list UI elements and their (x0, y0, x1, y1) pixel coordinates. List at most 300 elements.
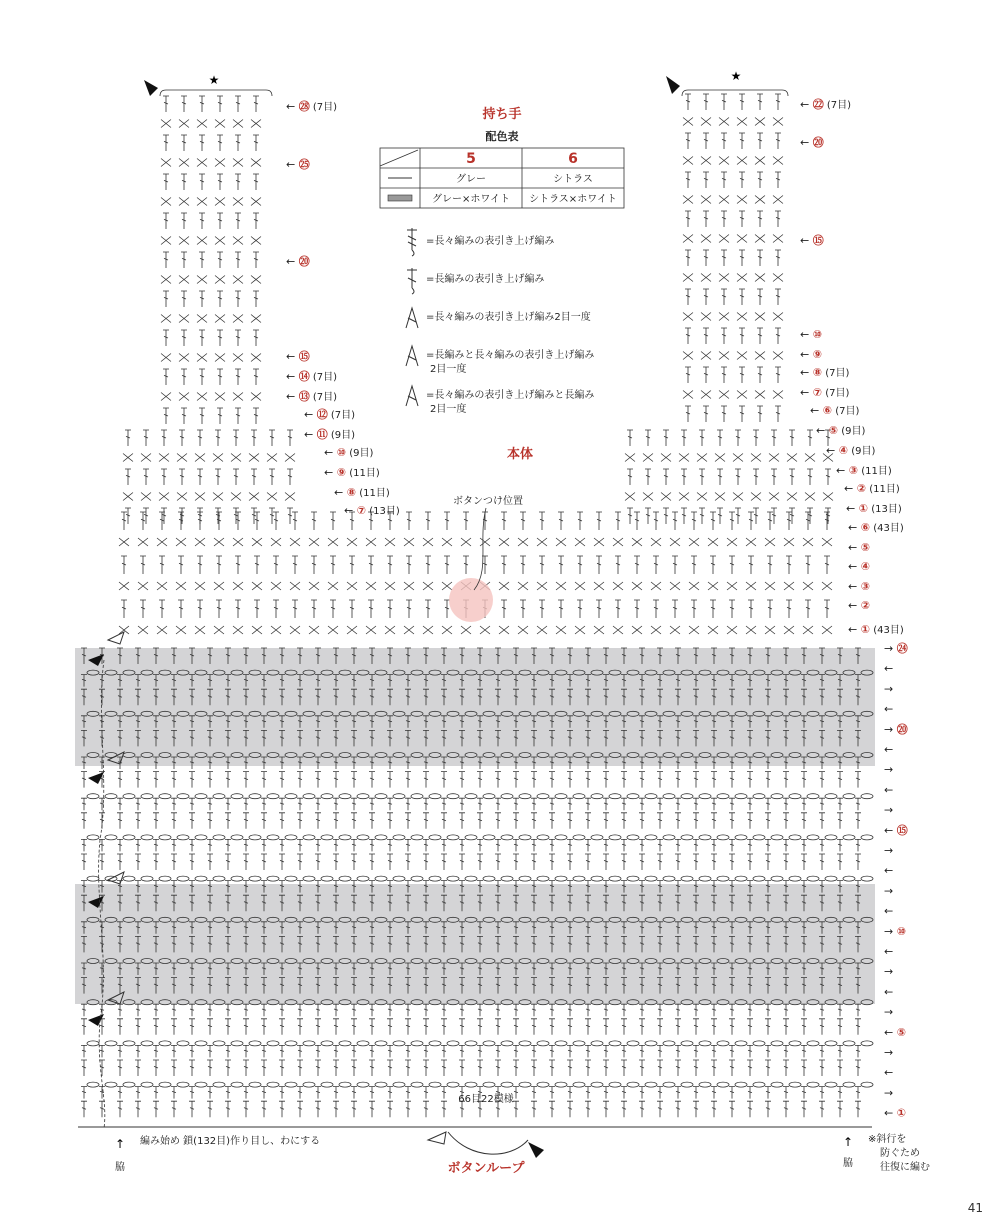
stitch-post (710, 512, 716, 530)
stitch-post (441, 1087, 447, 1099)
stitch-post (189, 1045, 195, 1057)
stitch-post (243, 1087, 249, 1099)
stitch-chain (357, 794, 369, 799)
stitch-post (235, 96, 241, 112)
stitch-post (161, 469, 167, 485)
stitch-post (279, 839, 285, 851)
stitch-post (189, 854, 195, 870)
stitch-post (603, 798, 609, 810)
stitch-post (261, 854, 267, 870)
stitch-post (273, 512, 279, 530)
stitch-post (143, 469, 149, 485)
stitch-post (657, 1045, 663, 1057)
stitch-post (444, 556, 450, 574)
stitch-cross (251, 159, 261, 167)
stitch-post (297, 1087, 303, 1099)
stitch-cross (161, 393, 171, 401)
stitch-post (207, 1004, 213, 1016)
row-label: ← ⑤ (848, 541, 871, 554)
stitch-post (819, 798, 825, 810)
stitch-post (235, 291, 241, 307)
stitch-post (279, 1060, 285, 1076)
stitch-chain (789, 1082, 801, 1087)
stitch-post (685, 406, 691, 422)
stitch-chain (357, 1082, 369, 1087)
stitch-cross (480, 626, 490, 634)
stitch-post (775, 289, 781, 305)
stitch-post (657, 1101, 663, 1117)
stitch-post (235, 213, 241, 229)
stitch-post (181, 252, 187, 268)
stitch-chain (663, 794, 675, 799)
stitch-chain (87, 1041, 99, 1046)
row-arrow: → (884, 884, 894, 898)
stitch-post (369, 1019, 375, 1035)
stitch-post (207, 1087, 213, 1099)
row-label: ← ⑥ (43目) (848, 521, 904, 534)
stitch-post (558, 512, 564, 530)
stitch-chain (267, 835, 279, 840)
body-title: 本体 (506, 447, 534, 462)
stitch-post (739, 289, 745, 305)
stitch-cross (366, 538, 376, 546)
stitch-cross (823, 493, 833, 501)
stitch-post (199, 174, 205, 190)
stitch-post (117, 1004, 123, 1016)
stitch-post (585, 1060, 591, 1076)
stitch-post (685, 172, 691, 188)
legend-text-1: =長々編みの表引き上げ編み (426, 236, 555, 247)
stitch-post (405, 1087, 411, 1099)
stitch-post (217, 330, 223, 346)
stitch-post (775, 133, 781, 149)
stitch-post (179, 469, 185, 485)
stitch-post (297, 1045, 303, 1057)
stitch-cross (719, 157, 729, 165)
stitch-post (753, 430, 759, 446)
stitch-chain (267, 1082, 279, 1087)
right-note-1: ※斜行を (868, 1134, 907, 1145)
stitch-post (315, 1101, 321, 1117)
stitch-post (639, 854, 645, 870)
stitch-post (747, 1087, 753, 1099)
stitch-cross (683, 352, 693, 360)
side-left-arrow: ↑ (114, 1137, 126, 1151)
stitch-post (279, 1004, 285, 1016)
stitch-post (653, 512, 659, 530)
stitch-cross (197, 354, 207, 362)
stitch-chain (429, 1082, 441, 1087)
stitch-post (721, 367, 727, 383)
stitch-cross (179, 198, 189, 206)
stitch-chain (699, 835, 711, 840)
stitch-post (297, 1101, 303, 1117)
stitch-post (539, 512, 545, 530)
stitch-cross (594, 538, 604, 546)
stitch-chain (591, 835, 603, 840)
stitch-post (495, 1019, 501, 1035)
stitch-post (513, 813, 519, 829)
button-position-label: ボタンつけ位置 (453, 496, 523, 507)
stitch-cross (197, 315, 207, 323)
stitch-post (297, 854, 303, 870)
stitch-post (634, 600, 640, 618)
stitch-post (675, 1045, 681, 1057)
stitch-post (477, 1019, 483, 1035)
stitch-post (441, 798, 447, 810)
stitch-post (253, 96, 259, 112)
stitch-post (369, 813, 375, 829)
stitch-post (369, 854, 375, 870)
stitch-cross (701, 352, 711, 360)
stitch-cross (267, 493, 277, 501)
stitch-post (765, 1087, 771, 1099)
stitch-post (477, 854, 483, 870)
stitch-post (615, 512, 621, 530)
stitch-post (729, 556, 735, 574)
row-label: ← ⑮ (884, 823, 908, 837)
stitch-chain (393, 835, 405, 840)
stitch-cross (233, 237, 243, 245)
stitch-chain (321, 876, 333, 881)
stitch-post (405, 839, 411, 851)
stitch-post (819, 854, 825, 870)
stitch-cross (385, 538, 395, 546)
row-label: ← ④ (848, 560, 871, 573)
stitch-cross (215, 198, 225, 206)
row-arrow: → (884, 763, 894, 777)
stitch-post (747, 772, 753, 788)
stitch-post (703, 289, 709, 305)
stitch-post (757, 289, 763, 305)
stitch-post (729, 1004, 735, 1016)
stitch-post (405, 1004, 411, 1016)
stitch-post (855, 772, 861, 788)
row-label: ← ⑭ (7目) (286, 370, 338, 383)
stitch-post (477, 813, 483, 829)
stitch-post (789, 430, 795, 446)
color-band-middle (75, 884, 875, 1004)
stitch-post (513, 1004, 519, 1016)
color-5-plain: グレー (456, 174, 486, 185)
stitch-post (279, 813, 285, 829)
stitch-post (585, 1004, 591, 1016)
stitch-post (747, 854, 753, 870)
stitch-post (757, 211, 763, 227)
row-arrow: ← (884, 783, 894, 797)
stitch-cross (233, 276, 243, 284)
stitch-chain (141, 876, 153, 881)
stitch-post (672, 512, 678, 530)
stitch-post (531, 1060, 537, 1076)
stitch-post (269, 469, 275, 485)
stitch-post (425, 600, 431, 618)
stitch-post (179, 430, 185, 446)
stitch-post (805, 556, 811, 574)
stitch-post (621, 772, 627, 788)
stitch-post (747, 1060, 753, 1076)
stitch-post (315, 798, 321, 810)
stitch-post (369, 772, 375, 788)
stitch-post (627, 430, 633, 446)
stitch-post (351, 1004, 357, 1016)
stitch-post (261, 772, 267, 788)
stitch-cross (233, 626, 243, 634)
stitch-post (351, 854, 357, 870)
stitch-post (837, 772, 843, 788)
stitch-post (805, 600, 811, 618)
stitch-post (233, 430, 239, 446)
stitch-post (627, 508, 633, 524)
stitch-cross (385, 626, 395, 634)
stitch-post (369, 839, 375, 851)
stitch-post (217, 96, 223, 112)
stitch-cross (347, 582, 357, 590)
stitch-post (765, 1060, 771, 1076)
stitch-post (197, 430, 203, 446)
stitch-post (135, 772, 141, 788)
stitch-chain (501, 794, 513, 799)
stitch-post (292, 600, 298, 618)
stitch-post (657, 813, 663, 829)
stitch-cross (708, 582, 718, 590)
stitch-cross (765, 582, 775, 590)
stitch-cross (679, 493, 689, 501)
stitch-cross (385, 582, 395, 590)
dtr-fp-icon (407, 228, 417, 256)
stitch-post (333, 1019, 339, 1035)
stitch-post (513, 1060, 519, 1076)
stitch-post (783, 1087, 789, 1099)
stitch-chain (861, 794, 873, 799)
stitch-cross (784, 538, 794, 546)
stitch-chain (447, 1082, 459, 1087)
stitch-post (783, 772, 789, 788)
stitch-post (703, 328, 709, 344)
row-arrow: → (884, 1046, 894, 1059)
stitch-chain (753, 876, 765, 881)
stitch-post (765, 1101, 771, 1117)
stitch-post (837, 798, 843, 810)
stitch-post (775, 367, 781, 383)
stitch-post (197, 508, 203, 524)
stitch-chain (159, 1041, 171, 1046)
stitch-post (681, 469, 687, 485)
stitch-cross (773, 352, 783, 360)
stitch-cross (715, 493, 725, 501)
stitch-post (748, 512, 754, 530)
stitch-cross (423, 538, 433, 546)
stitch-post (163, 252, 169, 268)
stitch-chain (483, 1041, 495, 1046)
stitch-post (369, 1004, 375, 1016)
stitch-post (739, 133, 745, 149)
stitch-chain (231, 794, 243, 799)
stitch-post (292, 556, 298, 574)
stitch-cross (670, 582, 680, 590)
stitch-cross (773, 313, 783, 321)
stitch-post (729, 1019, 735, 1035)
stitch-chain (447, 794, 459, 799)
stitch-post (444, 512, 450, 530)
stitch-cross (233, 582, 243, 590)
stitch-cross (683, 157, 693, 165)
stitch-cross (138, 626, 148, 634)
stitch-cross (651, 538, 661, 546)
stitch-post (703, 406, 709, 422)
stitch-post (657, 1004, 663, 1016)
row-label: ← ⑮ (286, 350, 310, 363)
stitch-post (819, 1019, 825, 1035)
stitch-chain (393, 794, 405, 799)
stitch-cross (442, 538, 452, 546)
stitch-post (801, 1019, 807, 1035)
stitch-chain (609, 794, 621, 799)
stitch-post (207, 813, 213, 829)
stitch-post (747, 798, 753, 810)
stitch-cross (755, 391, 765, 399)
stitch-post (775, 172, 781, 188)
stitch-cross (159, 493, 169, 501)
stitch-post (675, 1101, 681, 1117)
stitch-post (235, 135, 241, 151)
row-arrow: ← (884, 985, 894, 999)
stitch-post (351, 1101, 357, 1117)
color-6-double: シトラス×ホワイト (529, 194, 617, 205)
right-note-3: 往復に編む (880, 1162, 930, 1173)
page-number: 41 (967, 1201, 983, 1215)
button-position-marker (449, 578, 493, 622)
stitch-chain (609, 1041, 621, 1046)
stitch-chain (141, 794, 153, 799)
stitch-post (459, 1004, 465, 1016)
stitch-chain (519, 794, 531, 799)
stitch-chain (735, 876, 747, 881)
stitch-chain (213, 1082, 225, 1087)
row-arrow: ← (884, 662, 894, 676)
stitch-cross (651, 582, 661, 590)
stitch-post (463, 556, 469, 574)
stitch-post (159, 556, 165, 574)
stitch-cross (727, 582, 737, 590)
row-label: ← ⑩ (9目) (324, 446, 374, 459)
stitch-post (333, 772, 339, 788)
stitch-post (748, 600, 754, 618)
stitch-post (675, 839, 681, 851)
stitch-post (685, 289, 691, 305)
stitch-chain (807, 876, 819, 881)
stitch-post (513, 798, 519, 810)
stitch-chain (393, 876, 405, 881)
legend-text-5b: 2目一度 (430, 404, 467, 415)
stitch-post (567, 772, 573, 788)
stitch-post (825, 508, 831, 524)
stitch-post (225, 798, 231, 810)
row-label: ← ⑧ (11目) (334, 486, 390, 499)
color-table-header-5: 5 (466, 151, 476, 167)
stitch-cross (625, 493, 635, 501)
stitch-post (243, 1060, 249, 1076)
left-handle-bracket (160, 90, 272, 96)
stitch-cross (215, 120, 225, 128)
stitch-chain (681, 794, 693, 799)
stitch-post (235, 330, 241, 346)
stitch-chain (555, 794, 567, 799)
stitch-post (837, 854, 843, 870)
row-label: ← ⑳ (800, 136, 824, 149)
stitch-chain (609, 876, 621, 881)
stitch-post (405, 813, 411, 829)
stitch-post (368, 600, 374, 618)
stitch-post (81, 839, 87, 851)
legend-text-4b: 2目一度 (430, 364, 467, 375)
stitch-post (789, 469, 795, 485)
stitch-post (657, 772, 663, 788)
stitch-post (685, 250, 691, 266)
stitch-post (596, 556, 602, 574)
stitch-post (199, 252, 205, 268)
stitch-cross (347, 626, 357, 634)
stitch-chain (645, 835, 657, 840)
stitch-cross (803, 582, 813, 590)
stitch-post (279, 1101, 285, 1117)
stitch-post (765, 798, 771, 810)
stitch-post (181, 213, 187, 229)
stitch-cross (214, 582, 224, 590)
stitch-cross (683, 235, 693, 243)
stitch-chain (789, 835, 801, 840)
stitch-cross (123, 493, 133, 501)
stitch-post (225, 839, 231, 851)
stitch-post (735, 430, 741, 446)
stitch-post (189, 1101, 195, 1117)
stitch-post (171, 1045, 177, 1057)
stitch-chain (681, 1041, 693, 1046)
stitch-cross (161, 159, 171, 167)
stitch-post (459, 1045, 465, 1057)
stitch-cross (231, 493, 241, 501)
stitch-chain (483, 876, 495, 881)
stitch-post (711, 798, 717, 810)
stitch-post (121, 600, 127, 618)
stitch-post (634, 556, 640, 574)
stitch-post (824, 556, 830, 574)
stitch-cross (499, 626, 509, 634)
row-arrow: → (884, 1086, 894, 1100)
stitch-post (207, 854, 213, 870)
stitch-post (585, 772, 591, 788)
stitch-post (140, 600, 146, 618)
stitch-post (621, 1019, 627, 1035)
stitch-chain (771, 1082, 783, 1087)
stitch-post (315, 772, 321, 788)
stitch-post (117, 772, 123, 788)
stitch-post (125, 430, 131, 446)
stitch-post (217, 252, 223, 268)
stitch-cross (727, 626, 737, 634)
stitch-chain (357, 835, 369, 840)
row-label: ← ② (848, 599, 871, 612)
stitch-post (333, 1004, 339, 1016)
stitch-cross (271, 538, 281, 546)
stitch-cross (157, 626, 167, 634)
stitch-cross (179, 237, 189, 245)
stitch-cross (215, 159, 225, 167)
stitch-post (837, 1019, 843, 1035)
stitch-post (253, 408, 259, 424)
stitch-chain (123, 876, 135, 881)
stitch-post (387, 1101, 393, 1117)
